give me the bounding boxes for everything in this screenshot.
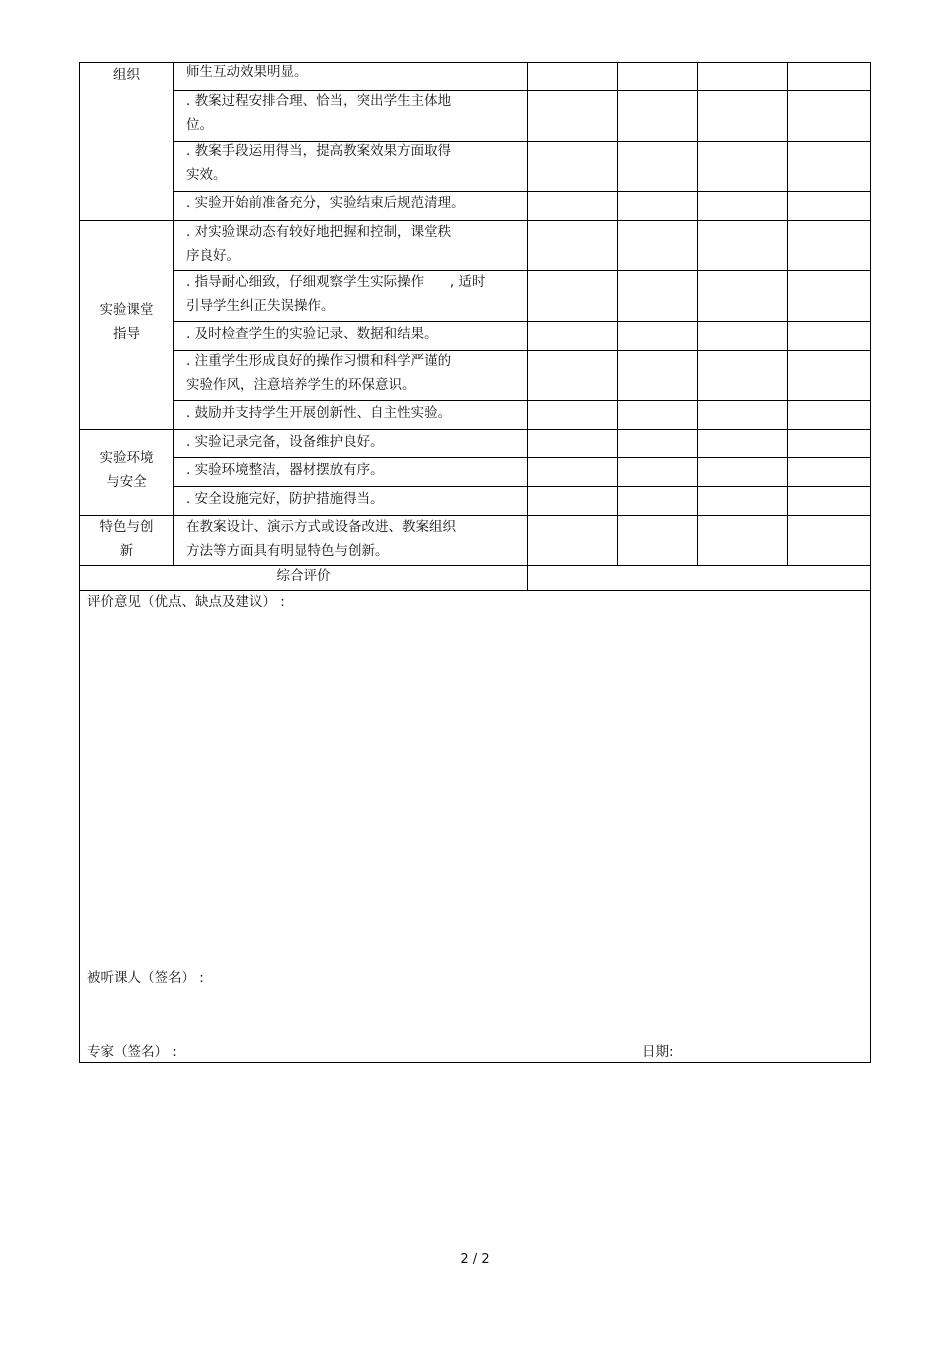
date-label: 日期: <box>642 1044 674 1060</box>
page-number: 2 / 2 <box>460 1252 490 1267</box>
evaluation-form <box>79 62 871 1063</box>
listener-signature-label: 被听课人（签名） : <box>87 970 204 986</box>
item-text: 在教案设计、演示方式或设备改进、教案组织 方法等方面具有明显特色与创新。 <box>186 519 456 559</box>
comments-label: 评价意见（优点、缺点及建议） : <box>87 594 285 610</box>
overall-label: 综合评价 <box>276 568 331 584</box>
item-text: . 实验开始前准备充分，实验结束后规范清理。 <box>186 195 465 211</box>
item-text: . 安全设施完好，防护措施得当。 <box>186 491 384 507</box>
overall-divider <box>80 590 870 591</box>
item-text: . 教案手段运用得当，提高教案效果方面取得 实效。 <box>186 143 452 183</box>
category-label: 组织 <box>113 67 140 83</box>
item-text: . 实验记录完备，设备维护良好。 <box>186 434 384 450</box>
item-text: . 及时检查学生的实验记录、数据和结果。 <box>186 326 438 342</box>
divider-category <box>173 63 174 565</box>
expert-signature-label: 专家（签名） : <box>87 1044 177 1060</box>
item-text: . 对实验课动态有较好地把握和控制，课堂秩 序良好。 <box>186 224 452 264</box>
item-text: . 教案过程安排合理、恰当，突出学生主体地 位。 <box>186 93 452 133</box>
item-text: . 实验环境整洁，器材摆放有序。 <box>186 462 384 478</box>
item-text: . 指导耐心细致，仔细观察学生实际操作 , 适时 引导学生纠正失误操作。 <box>186 274 486 314</box>
item-text: 师生互动效果明显。 <box>186 64 308 80</box>
category-label: 特色与创 新 <box>99 519 154 559</box>
divider-score-2 <box>697 63 698 565</box>
category-label: 实验环境 与安全 <box>99 450 154 490</box>
category-label: 实验课堂 指导 <box>99 302 154 342</box>
item-text: . 鼓励并支持学生开展创新性、自主性实验。 <box>186 405 452 421</box>
divider-item <box>527 63 528 591</box>
divider-score-3 <box>787 63 788 565</box>
divider-score-1 <box>617 63 618 565</box>
item-text: . 注重学生形成良好的操作习惯和科学严谨的 实验作风，注意培养学生的环保意识。 <box>186 353 452 393</box>
